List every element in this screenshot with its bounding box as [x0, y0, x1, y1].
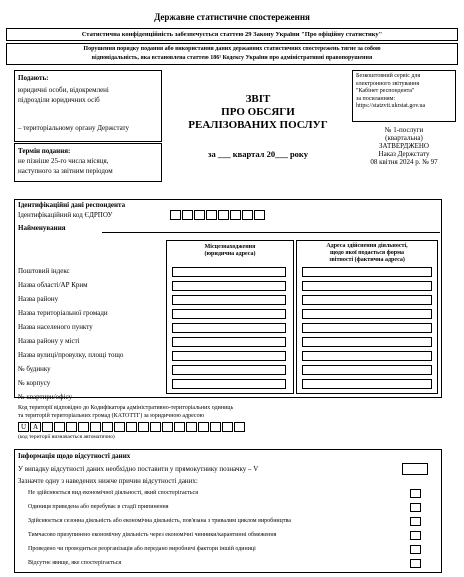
legal-address-input[interactable] — [172, 267, 286, 277]
katottg-code-cell[interactable] — [114, 422, 125, 432]
legal-warning-line1: Порушення порядку подання або використання даних державних статистичних спостережень тягне за собою — [83, 46, 381, 52]
service-line1: Безкоштовний сервіс для — [356, 73, 421, 79]
absence-reason-checkbox[interactable] — [410, 517, 421, 526]
katottg-code-cell[interactable] — [138, 422, 149, 432]
legal-address-input[interactable] — [172, 379, 286, 389]
katottg-code-cell[interactable] — [162, 422, 173, 432]
absence-reason-checkbox[interactable] — [410, 559, 421, 568]
form-approved: ЗАТВЕРДЖЕНО — [379, 142, 429, 150]
absence-reason-label: Здійснюється сезонна діяльність або економічна діяльність, пов'язана з тривалим циклом виробництва — [28, 518, 291, 524]
report-title-line2: ПРО ОБСЯГИ — [221, 106, 295, 118]
e-reporting-service-box — [352, 70, 456, 122]
katottg-code-cell[interactable] — [102, 422, 113, 432]
legal-address-input[interactable] — [172, 323, 286, 333]
legal-address-input[interactable] — [172, 281, 286, 291]
edrpou-label: Ідентифікаційний код ЄДРПОУ — [18, 211, 113, 219]
legal-warning-line2: відповідальність, яка встановлена статтею 186¹ Кодексу України про адміністративні правопорушення — [91, 55, 373, 61]
katottg-prefix-cell: A — [30, 422, 41, 432]
absence-reason-label: Відсутнє явище, яке спостерігається — [28, 560, 122, 566]
actual-address-header-line3: звітності (фактична адреса) — [329, 257, 405, 263]
data-absence-reason-prompt: Зазначте одну з наведених нижче причин відсутності даних: — [18, 477, 198, 485]
data-absence-instruction: У випадку відсутності даних необхідно поставити у прямокутнику позначку – V — [18, 465, 259, 473]
service-line2: електронного звітування — [356, 80, 420, 87]
form-approval-info — [352, 126, 456, 166]
name-input-line[interactable] — [102, 232, 440, 233]
submitters-line2: підрозділи юридичних осіб — [18, 96, 100, 104]
submitters-line3: – територіальному органу Держстату — [18, 124, 130, 132]
actual-address-header-line2: щодо якої подається форма — [329, 250, 405, 256]
absence-reason-label: Одиниця приведена або перебуває в стадії припинення — [28, 504, 169, 510]
katottg-code-cell[interactable] — [66, 422, 77, 432]
form-number: № 1-послуги — [384, 126, 424, 134]
edrpou-digit-cell[interactable] — [182, 210, 193, 220]
address-field-label: № корпусу — [18, 379, 51, 387]
katottg-code-cell[interactable] — [54, 422, 65, 432]
deadline-box — [14, 143, 162, 182]
absence-reason-label: Тимчасово призупинено економічну діяльність через економічні чинники/карантинні обмеження — [28, 532, 277, 538]
legal-warning — [6, 43, 458, 65]
katottg-code-cell[interactable] — [210, 422, 221, 432]
actual-address-input[interactable] — [302, 351, 432, 361]
actual-address-input[interactable] — [302, 365, 432, 375]
form-header-title: Державне статистичне спостереження — [154, 12, 310, 22]
confidentiality-notice: Статистична конфіденційність забезпечується статтею 29 Закону України "Про офіційну статистику" — [6, 28, 458, 41]
katottg-code-cell[interactable] — [222, 422, 233, 432]
form-date: 08 квітня 2024 р. № 97 — [370, 158, 438, 166]
report-title-line1: ЗВІТ — [245, 93, 271, 105]
address-field-label: Назва населеного пункту — [18, 323, 93, 331]
absence-reason-checkbox[interactable] — [410, 503, 421, 512]
katottg-line2: та територій територіальних громад (КАТОТТГ) за юридичною адресою — [18, 412, 205, 419]
katottg-code-cell[interactable] — [78, 422, 89, 432]
absence-reason-checkbox[interactable] — [410, 489, 421, 498]
address-field-label: Назва області/АР Крим — [18, 281, 88, 289]
absence-reason-label: Не здійснюється вид економічної діяльності, який спостерігається — [28, 490, 198, 496]
address-field-label: Назва територіальної громади — [18, 309, 108, 317]
katottg-code-cell[interactable] — [126, 422, 137, 432]
legal-address-input[interactable] — [172, 337, 286, 347]
data-absence-mark-box[interactable] — [402, 463, 428, 475]
address-field-label: № квартири/офісу — [18, 393, 73, 401]
edrpou-digit-cell[interactable] — [230, 210, 241, 220]
actual-address-input[interactable] — [302, 379, 432, 389]
deadline-heading: Термін подання: — [18, 147, 71, 155]
katottg-note: (код території визначається автоматично) — [18, 434, 115, 440]
legal-address-input[interactable] — [172, 351, 286, 361]
address-field-label: Поштовий індекс — [18, 267, 70, 275]
submitters-heading: Подають: — [18, 74, 49, 82]
edrpou-digit-cell[interactable] — [242, 210, 253, 220]
address-field-label: Назва району — [18, 295, 59, 303]
report-title-line3: РЕАЛІЗОВАНИХ ПОСЛУГ — [188, 119, 328, 131]
absence-reason-label: Проведено чи проводиться реорганізація або передано виробничі фактори іншій одиниці — [28, 546, 256, 552]
edrpou-digit-cell[interactable] — [170, 210, 181, 220]
submitters-box — [14, 70, 162, 142]
form-order: Наказ Держстату — [378, 150, 430, 158]
service-url-link[interactable]: https://statzvit.ukrstat.gov.ua — [356, 103, 426, 109]
legal-address-input[interactable] — [172, 295, 286, 305]
edrpou-digit-cell[interactable] — [218, 210, 229, 220]
service-line3: "Кабінет респондента" — [356, 88, 415, 94]
absence-reason-checkbox[interactable] — [410, 545, 421, 554]
legal-address-input[interactable] — [172, 365, 286, 375]
legal-address-header-line1: Місцезнаходження — [204, 244, 256, 250]
edrpou-digit-cell[interactable] — [254, 210, 265, 220]
deadline-line1: не пізніше 25-го числа місяця, — [18, 157, 109, 165]
katottg-code-cell[interactable] — [42, 422, 53, 432]
katottg-code-cell[interactable] — [90, 422, 101, 432]
actual-address-input[interactable] — [302, 337, 432, 347]
deadline-line2: наступного за звітним періодом — [18, 167, 113, 175]
name-label: Найменування — [18, 224, 66, 232]
katottg-code-cell[interactable] — [186, 422, 197, 432]
respondent-heading: Ідентифікаційні дані респондента — [18, 201, 126, 209]
actual-address-input[interactable] — [302, 309, 432, 319]
legal-address-header-line2: (юридична адреса) — [204, 251, 256, 257]
katottg-description — [18, 405, 233, 420]
data-absence-heading: Інформація щодо відсутності даних — [18, 452, 131, 460]
legal-address-input[interactable] — [172, 309, 286, 319]
katottg-prefix-cell: U — [18, 422, 29, 432]
katottg-code-cell[interactable] — [150, 422, 161, 432]
actual-address-input[interactable] — [302, 323, 432, 333]
address-field-label: Назва вулиці/провулку, площі тощо — [18, 351, 124, 359]
katottg-code-cell[interactable] — [174, 422, 185, 432]
edrpou-digit-cell[interactable] — [194, 210, 205, 220]
address-field-label: № будинку — [18, 365, 51, 373]
service-line4: за посиланням: — [356, 95, 396, 102]
report-title — [168, 93, 348, 132]
katottg-code-cell[interactable] — [198, 422, 209, 432]
katottg-line1: Код території відповідно до Кодифікатора адміністративно-територіальних одиниць — [18, 405, 234, 411]
katottg-code-cell[interactable] — [234, 422, 245, 432]
address-field-label: Назва району у місті — [18, 337, 80, 345]
actual-address-input[interactable] — [302, 281, 432, 291]
actual-address-input[interactable] — [302, 295, 432, 305]
actual-address-input[interactable] — [302, 267, 432, 277]
submitters-line1: юридичні особи, відокремлені — [18, 86, 109, 94]
form-periodicity: (квартальна) — [385, 134, 423, 142]
actual-address-header-line1: Адреса здійснення діяльності, — [326, 243, 408, 249]
edrpou-digit-cell[interactable] — [206, 210, 217, 220]
absence-reason-checkbox[interactable] — [410, 531, 421, 540]
report-period: за ___ квартал 20___ року — [208, 149, 308, 159]
